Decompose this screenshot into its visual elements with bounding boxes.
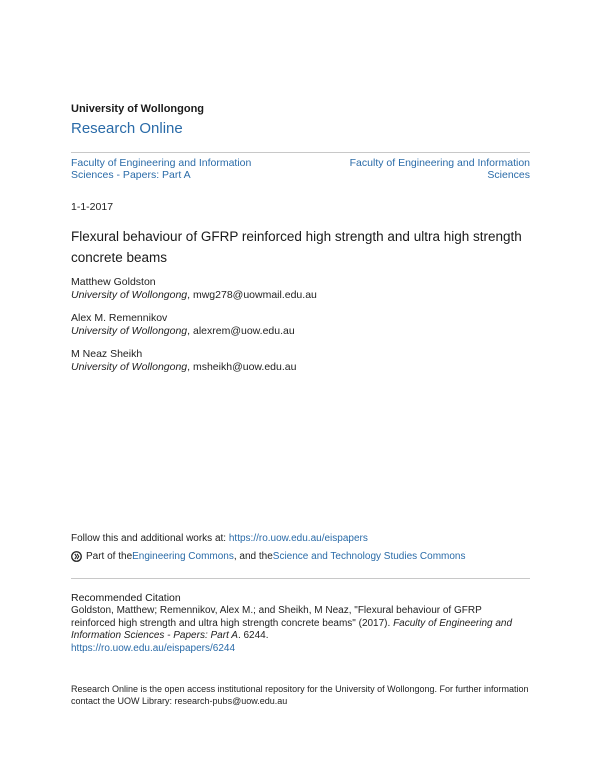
part-of-line xyxy=(71,551,466,562)
citation-url-link[interactable]: https://ro.uow.edu.au/eispapers/6244 xyxy=(71,642,236,654)
author-block xyxy=(71,276,317,302)
author-block xyxy=(71,348,296,374)
author-affiliation: University of Wollongong xyxy=(71,361,188,373)
author-email: , msheikh@uow.edu.au xyxy=(187,361,297,373)
divider-top xyxy=(71,152,530,153)
faculty-link-part-a[interactable]: Faculty of Engineering and Information Sciences - Papers: Part A xyxy=(71,157,252,181)
citation-text: Goldston, Matthew; Remennikov, Alex M.; and Sheikh, M Neaz, "Flexural behaviour of GFRP reinforced high strength and ultra high strength concrete beams" (2017). xyxy=(71,605,482,629)
divider-citation xyxy=(71,578,530,579)
follow-line xyxy=(71,533,368,544)
follow-text: Follow this and additional works at: xyxy=(71,533,229,544)
university-name: University of Wollongong xyxy=(71,103,205,115)
publication-date: 1-1-2017 xyxy=(71,201,114,213)
author-name: M Neaz Sheikh xyxy=(71,348,143,360)
author-affiliation: University of Wollongong xyxy=(71,325,188,337)
creative-commons-icon xyxy=(71,551,82,562)
author-email: , alexrem@uow.edu.au xyxy=(187,325,295,337)
author-email: , mwg278@uowmail.edu.au xyxy=(187,289,317,301)
repository-footer: Research Online is the open access institutional repository for the University of Wollongong. For further information contact the UOW Library: research-pubs@uow.edu.au xyxy=(71,684,529,706)
part-of-middle: , and the xyxy=(233,551,273,562)
part-of-prefix: Part of the xyxy=(86,551,133,562)
sts-commons-link[interactable]: Science and Technology Studies Commons xyxy=(272,551,466,562)
repository-title[interactable]: Research Online xyxy=(71,120,183,137)
author-affiliation: University of Wollongong xyxy=(71,289,188,301)
author-block xyxy=(71,312,295,338)
citation-journal: Faculty of Engineering and Information Sciences - Papers: Part A xyxy=(71,617,513,641)
faculty-link[interactable]: Faculty of Engineering and Information Sciences xyxy=(349,157,530,181)
author-name: Matthew Goldston xyxy=(71,276,156,288)
eispapers-link[interactable]: https://ro.uow.edu.au/eispapers xyxy=(228,533,368,544)
author-name: Alex M. Remennikov xyxy=(71,312,168,324)
citation-heading: Recommended Citation xyxy=(71,592,181,604)
engineering-commons-link[interactable]: Engineering Commons xyxy=(132,551,234,562)
citation-number: . 6244. xyxy=(237,630,269,641)
citation-block xyxy=(71,605,526,655)
paper-title: Flexural behaviour of GFRP reinforced high strength and ultra high strength concrete beams xyxy=(71,229,522,265)
